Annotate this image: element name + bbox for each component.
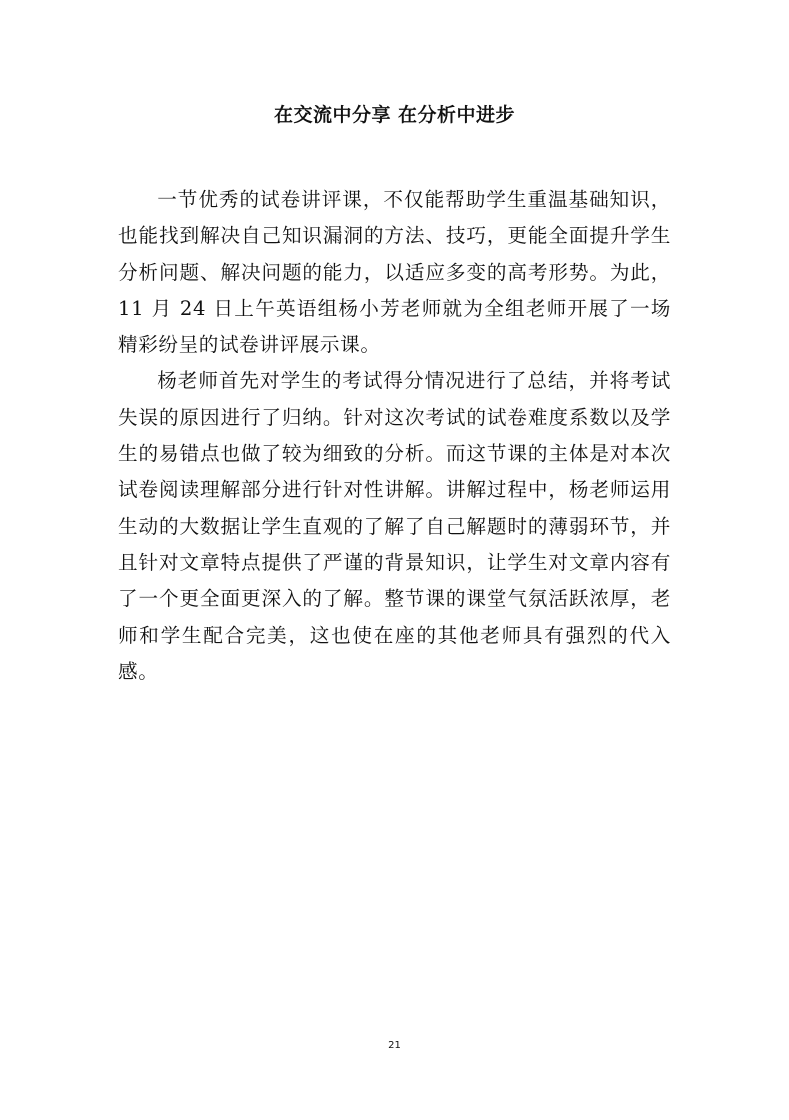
- paragraph-1: 一节优秀的试卷讲评课，不仅能帮助学生重温基础知识，也能找到解决自己知识漏洞的方法、技巧，更能全面提升学生分析问题、解决问题的能力，以适应多变的高考形势。为此，11 月 24 日上午英语组杨小芳老师就为全组老师开展了一场精彩纷呈的试卷讲评展示课。: [118, 188, 671, 357]
- paragraph-2: 杨老师首先对学生的考试得分情况进行了总结，并将考试失误的原因进行了归纳。针对这次考试的试卷难度系数以及学生的易错点也做了较为细致的分析。而这节课的主体是对本次试卷阅读理解部分进行针对性讲解。讲解过程中，杨老师运用生动的大数据让学生直观的了解了自己解题时的薄弱环节，并且针对文章特点提供了严谨的背景知识，让学生对文章内容有了一个更全面更深入的了解。整节课的课堂气氛活跃浓厚，老师和学生配合完美，这也使在座的其他老师具有强烈的代入感。: [118, 369, 671, 683]
- article-body: [118, 182, 671, 690]
- article-title: 在交流中分享 在分析中进步: [273, 104, 516, 126]
- page-number: 21: [388, 1040, 401, 1051]
